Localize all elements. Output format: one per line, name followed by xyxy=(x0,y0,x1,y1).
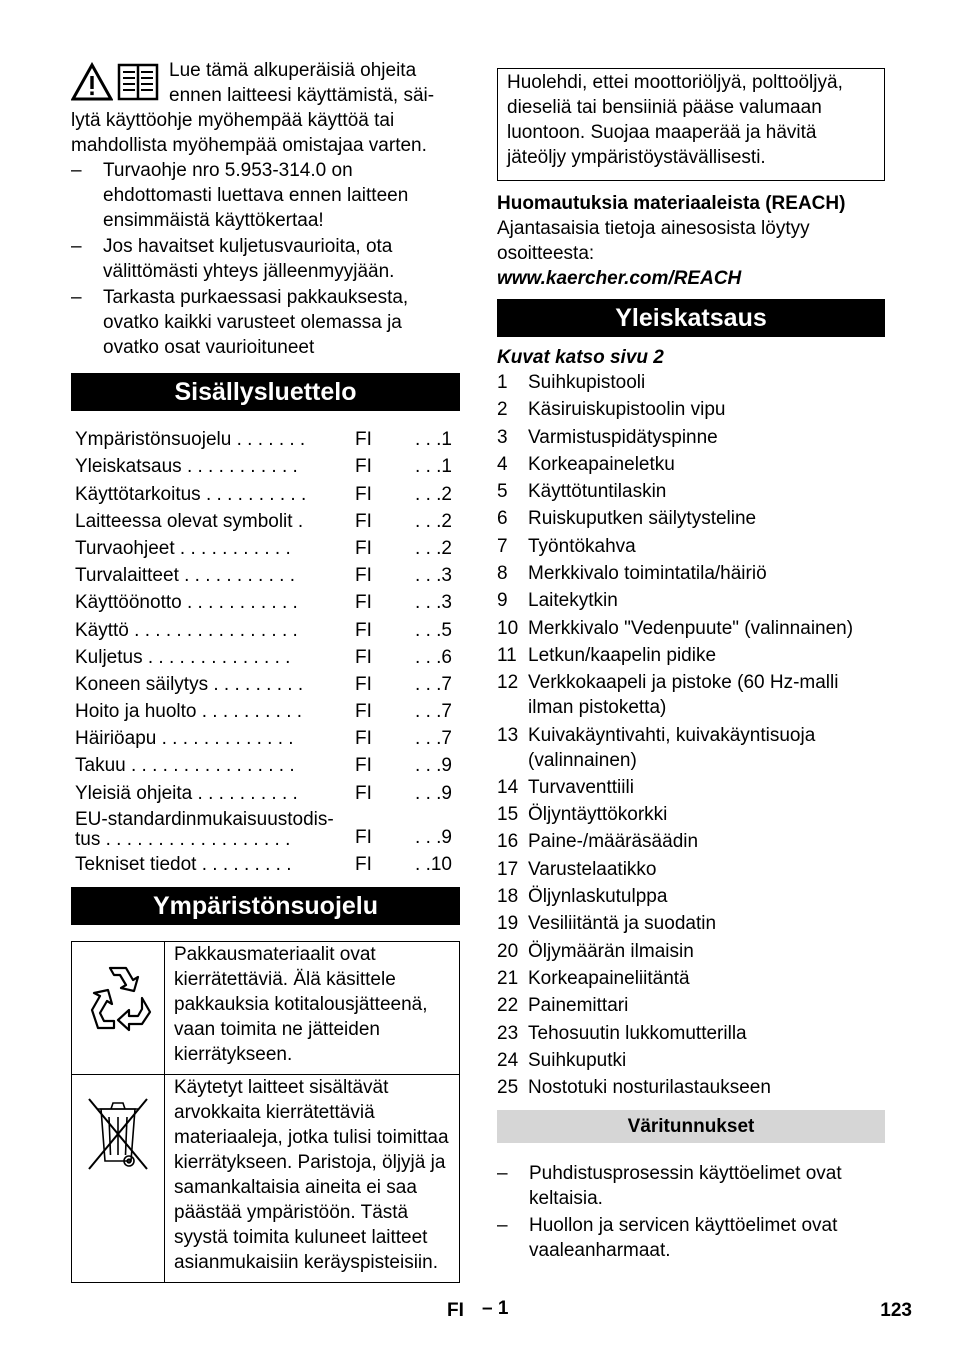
intro-bullets xyxy=(71,158,460,360)
toc-entry-page: . . .2 xyxy=(415,510,452,532)
overview-item-label: Käyttötuntilaskin xyxy=(528,481,667,503)
toc-entry-page: . . .5 xyxy=(415,619,452,641)
intro-line: mahdollista myöhempää omistajaa varten. xyxy=(71,135,427,156)
toc-entry-title-line: EU-standardinmukaisuustodis- xyxy=(75,808,334,830)
overview-item-number: 13 xyxy=(497,724,519,746)
overview-item-number: 14 xyxy=(497,776,519,798)
toc-entry-language: FI xyxy=(355,701,372,723)
toc-entry-page: . . .7 xyxy=(415,701,452,723)
overview-item-label: Letkun/kaapelin pidike xyxy=(528,644,717,666)
toc-entry-language: FI xyxy=(355,537,372,559)
toc-entry-language: FI xyxy=(355,592,372,614)
toc-entry-page: . . .3 xyxy=(415,592,452,614)
overview-item xyxy=(497,993,885,1018)
overview-item-label: Paine-/määräsäädin xyxy=(528,831,699,853)
environment-row xyxy=(72,1074,460,1282)
overview-item-label: Vesiliitäntä ja suodatin xyxy=(528,913,717,935)
toc-table xyxy=(71,425,460,877)
toc-entry-page: . . .3 xyxy=(415,565,452,587)
overview-item-number: 1 xyxy=(497,372,508,393)
overview-item-number: 7 xyxy=(497,535,508,557)
overview-item-label: Verkkokaapeli ja pistoke (60 Hz-malli ilman pistoketta) xyxy=(528,672,839,719)
overview-item xyxy=(497,370,885,395)
intro-icons xyxy=(71,62,163,108)
overview-item xyxy=(497,670,885,720)
toc-entry xyxy=(71,534,460,561)
toc-entry-language: FI xyxy=(355,565,372,587)
overview-item xyxy=(497,561,885,586)
toc-entry-language: FI xyxy=(355,646,372,668)
toc-entry-language: FI xyxy=(355,510,372,532)
toc-entry-page: . . .9 xyxy=(415,782,452,804)
toc-entry-page: . . .6 xyxy=(415,646,452,668)
overview-item-label: Laitekytkin xyxy=(528,590,618,612)
toc-entry xyxy=(71,724,460,751)
right-column xyxy=(497,68,885,1263)
overview-item xyxy=(497,506,885,531)
overview-item-label: Korkeapaineletku xyxy=(528,453,675,475)
toc-entry-language: FI xyxy=(355,429,372,451)
overview-item xyxy=(497,616,885,641)
warning-triangle-icon xyxy=(71,62,113,108)
overview-item xyxy=(497,966,885,991)
intro-bullet xyxy=(71,285,460,360)
overview-item-label: Turvaventtiili xyxy=(528,776,634,798)
color-code-text: Huollon ja servicen käyttöelimet ovat vaaleanharmaat. xyxy=(529,1215,838,1262)
overview-item-label: Kuivakäyntivahti, kuivakäyntisuoja (valinnainen) xyxy=(528,724,816,771)
toc-entry xyxy=(71,778,460,805)
toc-entry xyxy=(71,806,460,850)
toc-entry-language: FI xyxy=(355,619,372,641)
toc-entry-title: Häiriöapu . . . . . . . . . . . . . xyxy=(75,728,294,750)
toc-entry-title: Turvaohjeet . . . . . . . . . . . xyxy=(75,537,291,559)
toc-entry-title: Takuu . . . . . . . . . . . . . . . . xyxy=(75,755,295,777)
overview-subheading: Kuvat katso sivu 2 xyxy=(497,347,664,368)
environment-text: Käytetyt laitteet sisältävät arvokkaita kierrätettäviä materiaaleja, jotka tulisi toimittaa kierrätykseen. Paristoja, öljyjä ja samankaltaisia aineita ei saa päästää ympäristöön. Tästä syystä toimita kuluneet laitteet asianmukaisiin keräyspisteisiin. xyxy=(165,1074,460,1282)
toc-entry-page: . . .1 xyxy=(415,456,452,478)
overview-item-number: 18 xyxy=(497,886,519,908)
overview-list xyxy=(497,370,885,1100)
toc-entry xyxy=(71,452,460,479)
toc-entry-title: Koneen säilytys . . . . . . . . . xyxy=(75,673,304,695)
overview-item-number: 11 xyxy=(497,644,517,666)
overview-item-label: Tehosuutin lukkomutterilla xyxy=(528,1022,747,1044)
toc-entry xyxy=(71,615,460,642)
toc-entry xyxy=(71,561,460,588)
toc-entry-language: FI xyxy=(355,673,372,695)
toc-entry-page: . . .7 xyxy=(415,673,452,695)
overview-item-label: Varmistuspidätyspinne xyxy=(528,426,718,448)
overview-item-label: Merkkivalo toimintatila/häiriö xyxy=(528,563,767,585)
oil-notice-text: Huolehdi, ettei moottoriöljyä, polttoöljyä, dieseliä tai bensiiniä pääse valumaan luontoon. Suojaa maaperää ja hävitä jäteöljy ympäristöystävällisesti. xyxy=(507,72,843,168)
toc-entry-title-line: tus . . . . . . . . . . . . . . . . . . xyxy=(75,828,291,850)
intro-bullet xyxy=(71,234,460,284)
overview-heading: Yleiskatsaus xyxy=(497,299,885,337)
color-code-item xyxy=(497,1161,885,1211)
color-code-text: Puhdistusprosessin käyttöelimet ovat keltaisia. xyxy=(529,1163,842,1210)
overview-item-number: 19 xyxy=(497,913,519,935)
overview-item xyxy=(497,775,885,800)
toc-entry-title: Käyttötarkoitus . . . . . . . . . . xyxy=(75,483,307,505)
overview-item-number: 22 xyxy=(497,995,519,1017)
overview-item xyxy=(497,884,885,909)
overview-item-number: 21 xyxy=(497,967,519,989)
overview-item-number: 15 xyxy=(497,804,519,826)
toc-entry-title: Kuljetus . . . . . . . . . . . . . . xyxy=(75,646,291,668)
toc-entry-title: Käyttöönotto . . . . . . . . . . . xyxy=(75,592,298,614)
overview-item-number: 23 xyxy=(497,1022,519,1044)
toc-entry xyxy=(71,507,460,534)
overview-item xyxy=(497,911,885,936)
crossed-bin-icon-cell xyxy=(72,1074,165,1282)
toc-heading: Sisällysluettelo xyxy=(71,373,460,411)
overview-item xyxy=(497,829,885,854)
overview-item-label: Varustelaatikko xyxy=(528,858,657,880)
reach-link[interactable]: www.kaercher.com/REACH xyxy=(497,268,742,289)
toc-entry-title: Käyttö . . . . . . . . . . . . . . . . xyxy=(75,619,298,641)
overview-item-label: Korkeapaineliitäntä xyxy=(528,967,690,989)
overview-item-number: 16 xyxy=(497,831,519,853)
overview-item-label: Merkkivalo "Vedenpuute" (valinnainen) xyxy=(528,617,854,639)
overview-item xyxy=(497,588,885,613)
overview-item-number: 9 xyxy=(497,590,508,612)
overview-item-number: 17 xyxy=(497,858,519,880)
overview-item xyxy=(497,802,885,827)
overview-item-number: 8 xyxy=(497,563,508,585)
oil-notice-box xyxy=(497,68,885,181)
overview-item xyxy=(497,939,885,964)
toc-entry-title: Ympäristönsuojelu . . . . . . . xyxy=(75,429,306,451)
overview-item-label: Käsiruiskupistoolin vipu xyxy=(528,399,726,421)
bullet-text: Jos havaitset kuljetusvaurioita, ota välittömästi yhteys jälleenmyyjään. xyxy=(103,236,395,282)
recycle-icon xyxy=(80,1018,156,1039)
toc-entry xyxy=(71,425,460,452)
toc-entry-language: FI xyxy=(355,853,372,875)
toc-entry xyxy=(71,643,460,670)
overview-item-label: Suihkuputki xyxy=(528,1049,627,1071)
toc-entry-language: FI xyxy=(355,456,372,478)
overview-item-label: Painemittari xyxy=(528,995,629,1017)
overview-item xyxy=(497,1048,885,1073)
overview-item-number: 5 xyxy=(497,481,508,503)
color-code-item xyxy=(497,1213,885,1263)
environment-row xyxy=(72,941,460,1074)
toc-entry-page: . . .9 xyxy=(415,826,452,848)
footer-language: FI xyxy=(447,1300,464,1321)
left-column xyxy=(71,58,460,1283)
overview-item xyxy=(497,1021,885,1046)
overview-item xyxy=(497,397,885,422)
environment-table xyxy=(71,941,460,1283)
intro-line: ennen laitteesi käyttämistä, säi- xyxy=(169,85,435,106)
recycle-icon-cell xyxy=(72,941,165,1074)
toc-entry xyxy=(71,588,460,615)
overview-item-number: 25 xyxy=(497,1077,519,1099)
toc-entry-title: Yleiskatsaus . . . . . . . . . . . xyxy=(75,456,298,478)
overview-item xyxy=(497,857,885,882)
toc-entry-title xyxy=(71,806,355,850)
toc-entry xyxy=(71,751,460,778)
toc-entry xyxy=(71,670,460,697)
overview-item xyxy=(497,1075,885,1100)
footer-page-number: 123 xyxy=(880,1300,912,1321)
toc-entry xyxy=(71,479,460,506)
toc-entry-page: . . .7 xyxy=(415,728,452,750)
overview-item xyxy=(497,479,885,504)
color-codes-list xyxy=(497,1161,885,1263)
bullet-text: Turvaohje nro 5.953-314.0 on ehdottomasti luettava ennen laitteen ensimmäistä käyttökertaa! xyxy=(103,160,409,231)
overview-item-number: 6 xyxy=(497,508,508,530)
overview-item-number: 2 xyxy=(497,399,508,421)
overview-item-label: Öljyntäyttökorkki xyxy=(528,804,668,826)
toc-entry-page: . .10 xyxy=(415,853,452,875)
overview-item-number: 10 xyxy=(497,617,519,639)
toc-entry-page: . . .1 xyxy=(415,429,452,451)
toc-entry-language: FI xyxy=(355,728,372,750)
overview-item-label: Suihkupistooli xyxy=(528,372,646,393)
overview-item-label: Öljynlaskutulppa xyxy=(528,886,668,908)
overview-item xyxy=(497,643,885,668)
overview-item-label: Työntökahva xyxy=(528,535,636,557)
toc-entry-page: . . .2 xyxy=(415,537,452,559)
toc-entry-language: FI xyxy=(355,755,372,777)
intro-line: Lue tämä alkuperäisiä ohjeita xyxy=(169,60,417,81)
toc-entry-language: FI xyxy=(355,483,372,505)
toc-entry-page: . . .2 xyxy=(415,483,452,505)
toc-entry xyxy=(71,697,460,724)
toc-entry-title: Laitteessa olevat symbolit . xyxy=(75,510,304,532)
intro-block xyxy=(71,58,460,360)
overview-item-number: 4 xyxy=(497,453,508,475)
color-codes-heading: Väritunnukset xyxy=(497,1110,885,1143)
toc-entry-title: Tekniset tiedot . . . . . . . . . xyxy=(75,853,292,875)
overview-item-number: 3 xyxy=(497,426,508,448)
toc-entry xyxy=(71,850,460,877)
reach-text: Ajantasaisia tietoja ainesosista löytyy osoitteesta: xyxy=(497,218,810,264)
overview-item-label: Nostotuki nosturilastaukseen xyxy=(528,1077,771,1099)
toc-entry-language: FI xyxy=(355,782,372,804)
toc-entry-language: FI xyxy=(355,826,372,848)
footer-section-page: – 1 xyxy=(482,1298,509,1319)
overview-item-number: 20 xyxy=(497,940,519,962)
intro-bullet xyxy=(71,158,460,233)
overview-item xyxy=(497,452,885,477)
crossed-bin-icon xyxy=(83,1159,153,1180)
overview-item xyxy=(497,723,885,773)
environment-heading: Ympäristönsuojelu xyxy=(71,887,460,925)
toc-entry-page: . . .9 xyxy=(415,755,452,777)
overview-item xyxy=(497,425,885,450)
overview-item-number: 12 xyxy=(497,672,519,694)
environment-text: Pakkausmateriaalit ovat kierrätettäviä. Älä käsittele pakkauksia kotitalousjätteenä, vaan toimita ne jätteiden kierrätykseen. xyxy=(165,941,460,1074)
toc-entry-title: Turvalaitteet . . . . . . . . . . . xyxy=(75,565,295,587)
overview-item-label: Ruiskuputken säilytysteline xyxy=(528,508,757,530)
reach-heading: Huomautuksia materiaaleista (REACH) xyxy=(497,193,846,214)
toc-entry-title: Yleisiä ohjeita . . . . . . . . . . xyxy=(75,782,298,804)
overview-item-label: Öljymäärän ilmaisin xyxy=(528,940,694,962)
toc-entry-title: Hoito ja huolto . . . . . . . . . . xyxy=(75,701,303,723)
overview-item-number: 24 xyxy=(497,1049,519,1071)
bullet-text: Tarkasta purkaessasi pakkauksesta, ovatko kaikki varusteet olemassa ja ovatko osat vaurioituneet xyxy=(103,287,409,358)
manual-book-icon xyxy=(117,62,159,108)
intro-line: lytä käyttöohje myöhempää käyttöä tai xyxy=(71,110,395,131)
overview-item xyxy=(497,534,885,559)
